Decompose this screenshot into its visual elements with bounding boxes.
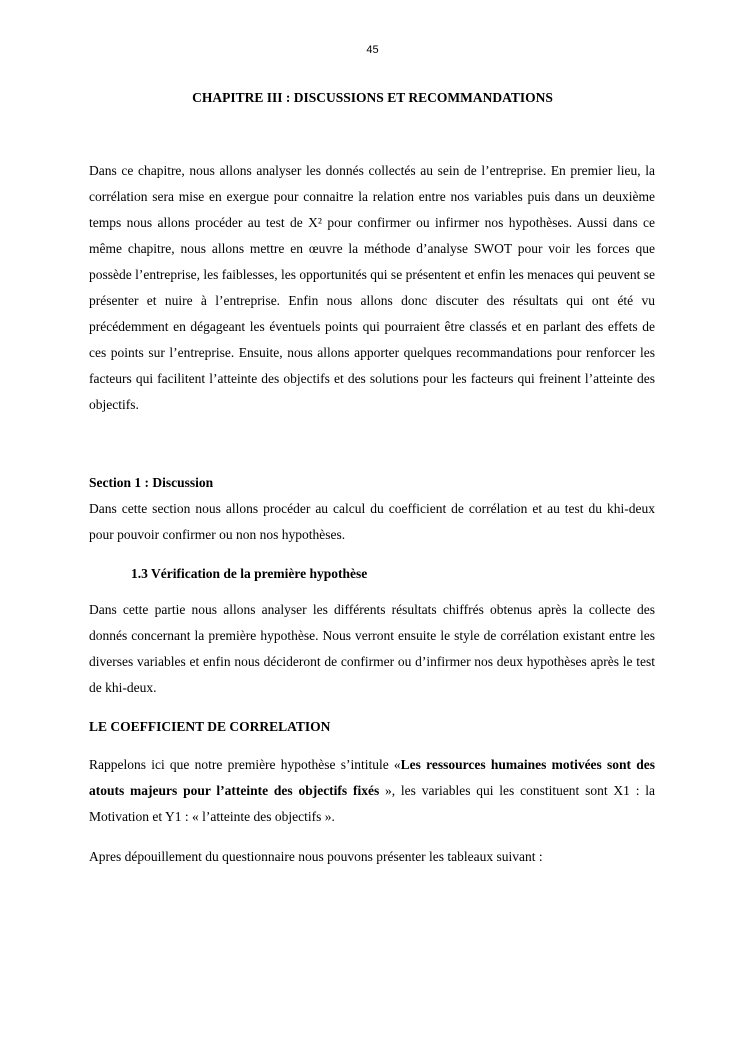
subsection-heading: 1.3 Vérification de la première hypothèse xyxy=(131,566,368,581)
closing-paragraph: Apres dépouillement du questionnaire nous pouvons présenter les tableaux suivant : xyxy=(89,849,543,864)
subsection-paragraph: Dans cette partie nous allons analyser les différents résultats chiffrés obtenus après la collecte des donnés concernant la première hypothèse. Nous verront ensuite le style de corrélation existant entre les diverses variables et enfin nous décideront de confirmer ou d’infirmer nos deux hypothèses après le test de khi-deux. xyxy=(89,602,655,695)
coefficient-paragraph xyxy=(89,752,655,830)
coefficient-text-before: Rappelons ici que notre première hypothèse s’intitule « xyxy=(89,757,401,772)
chapter-title: CHAPITRE III : DISCUSSIONS ET RECOMMANDATIONS xyxy=(192,90,553,105)
coefficient-heading: LE COEFFICIENT DE CORRELATION xyxy=(89,719,331,734)
page-number: 45 xyxy=(366,44,379,56)
section-paragraph: Dans cette section nous allons procéder au calcul du coefficient de corrélation et au test du khi-deux pour pouvoir confirmer ou non nos hypothèses. xyxy=(89,501,655,542)
coefficient-text-after: », les variables qui les constituent sont X1 : la Motivation et Y1 : « l’atteinte des objectifs ». xyxy=(89,783,655,824)
intro-paragraph: Dans ce chapitre, nous allons analyser les donnés collectés au sein de l’entreprise. En premier lieu, la corrélation sera mise en exergue pour connaitre la relation entre nos variables puis dans un deuxième temps nous allons procéder au test de X² pour confirmer ou infirmer nos hypothèses. Aussi dans ce même chapitre, nous allons mettre en œuvre la méthode d’analyse SWOT pour voir les forces que possède l’entreprise, les faiblesses, les opportunités qui se présentent et enfin les menaces qui peuvent se présenter et nuire à l’entreprise. Enfin nous allons donc discuter des résultats qui ont été vu précédemment en dégageant les éventuels points qui pourraient être classés et en parlant des effets de ces points sur l’entreprise. Ensuite, nous allons apporter quelques recommandations pour renforcer les facteurs qui facilitent l’atteinte des objectifs et des solutions pour les facteurs qui freinent l’atteinte des objectifs. xyxy=(89,163,655,412)
hypothesis-title: Les ressources humaines motivées sont des atouts majeurs pour l’atteinte des objectifs fixés xyxy=(89,757,655,798)
section-heading: Section 1 : Discussion xyxy=(89,475,214,490)
